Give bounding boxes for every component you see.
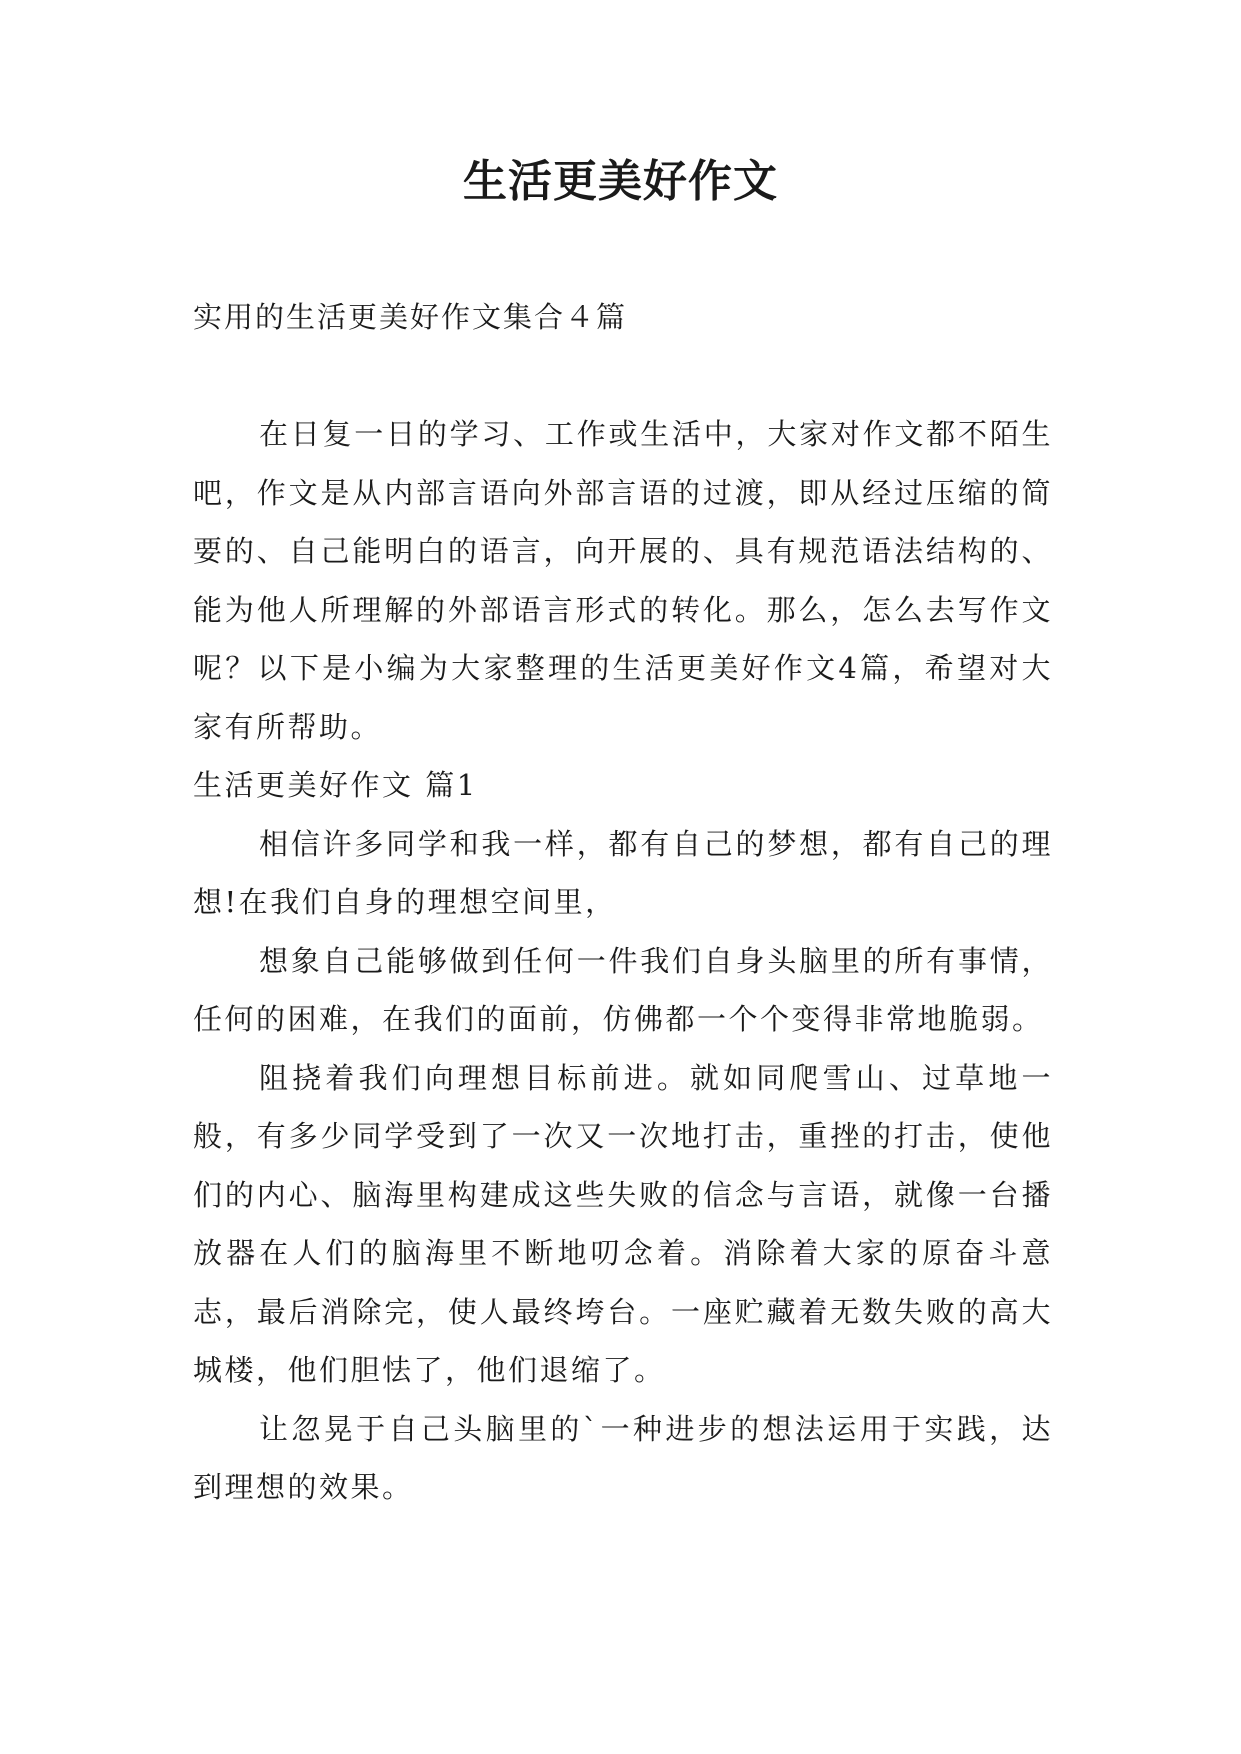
body-paragraph: 想象自己能够做到任何一件我们自身头脑里的所有事情，任何的困难，在我们的面前，仿佛都一个个变得非常地脆弱。 xyxy=(193,943,1053,1036)
body-paragraph: 阻挠着我们向理想目标前进。就如同爬雪山、过草地一般，有多少同学受到了一次又一次地打击，重挫的打击，使他们的内心、脑海里构建成这些失败的信念与言语，就像一台播放器在人们的脑海里不断地叨念着。消除着大家的原奋斗意志，最后消除完，使人最终垮台。一座贮藏着无数失败的高大城楼，他们胆怯了，他们退缩了。 xyxy=(193,1060,1053,1387)
body-paragraph: 相信许多同学和我一样，都有自己的梦想，都有自己的理想!在我们自身的理想空间里， xyxy=(193,826,1053,919)
document-title: 生活更美好作文 xyxy=(463,156,778,207)
intro-paragraph: 在日复一日的学习、工作或生活中，大家对作文都不陌生吧，作文是从内部言语向外部言语的过渡，即从经过压缩的简要的、自己能明白的语言，向开展的、具有规范语法结构的、能为他人所理解的外部语言形式的转化。那么，怎么去写作文呢？以下是小编为大家整理的生活更美好作文4篇，希望对大家有所帮助。 xyxy=(193,417,1053,744)
body-paragraph: 让忽晃于自己头脑里的`一种进步的想法运用于实践，达到理想的效果。 xyxy=(193,1411,1053,1504)
document-body xyxy=(193,405,1053,1517)
document-subtitle: 实用的生活更美好作文集合４篇 xyxy=(193,300,628,334)
section-heading: 生活更美好作文 篇1 xyxy=(193,768,478,802)
